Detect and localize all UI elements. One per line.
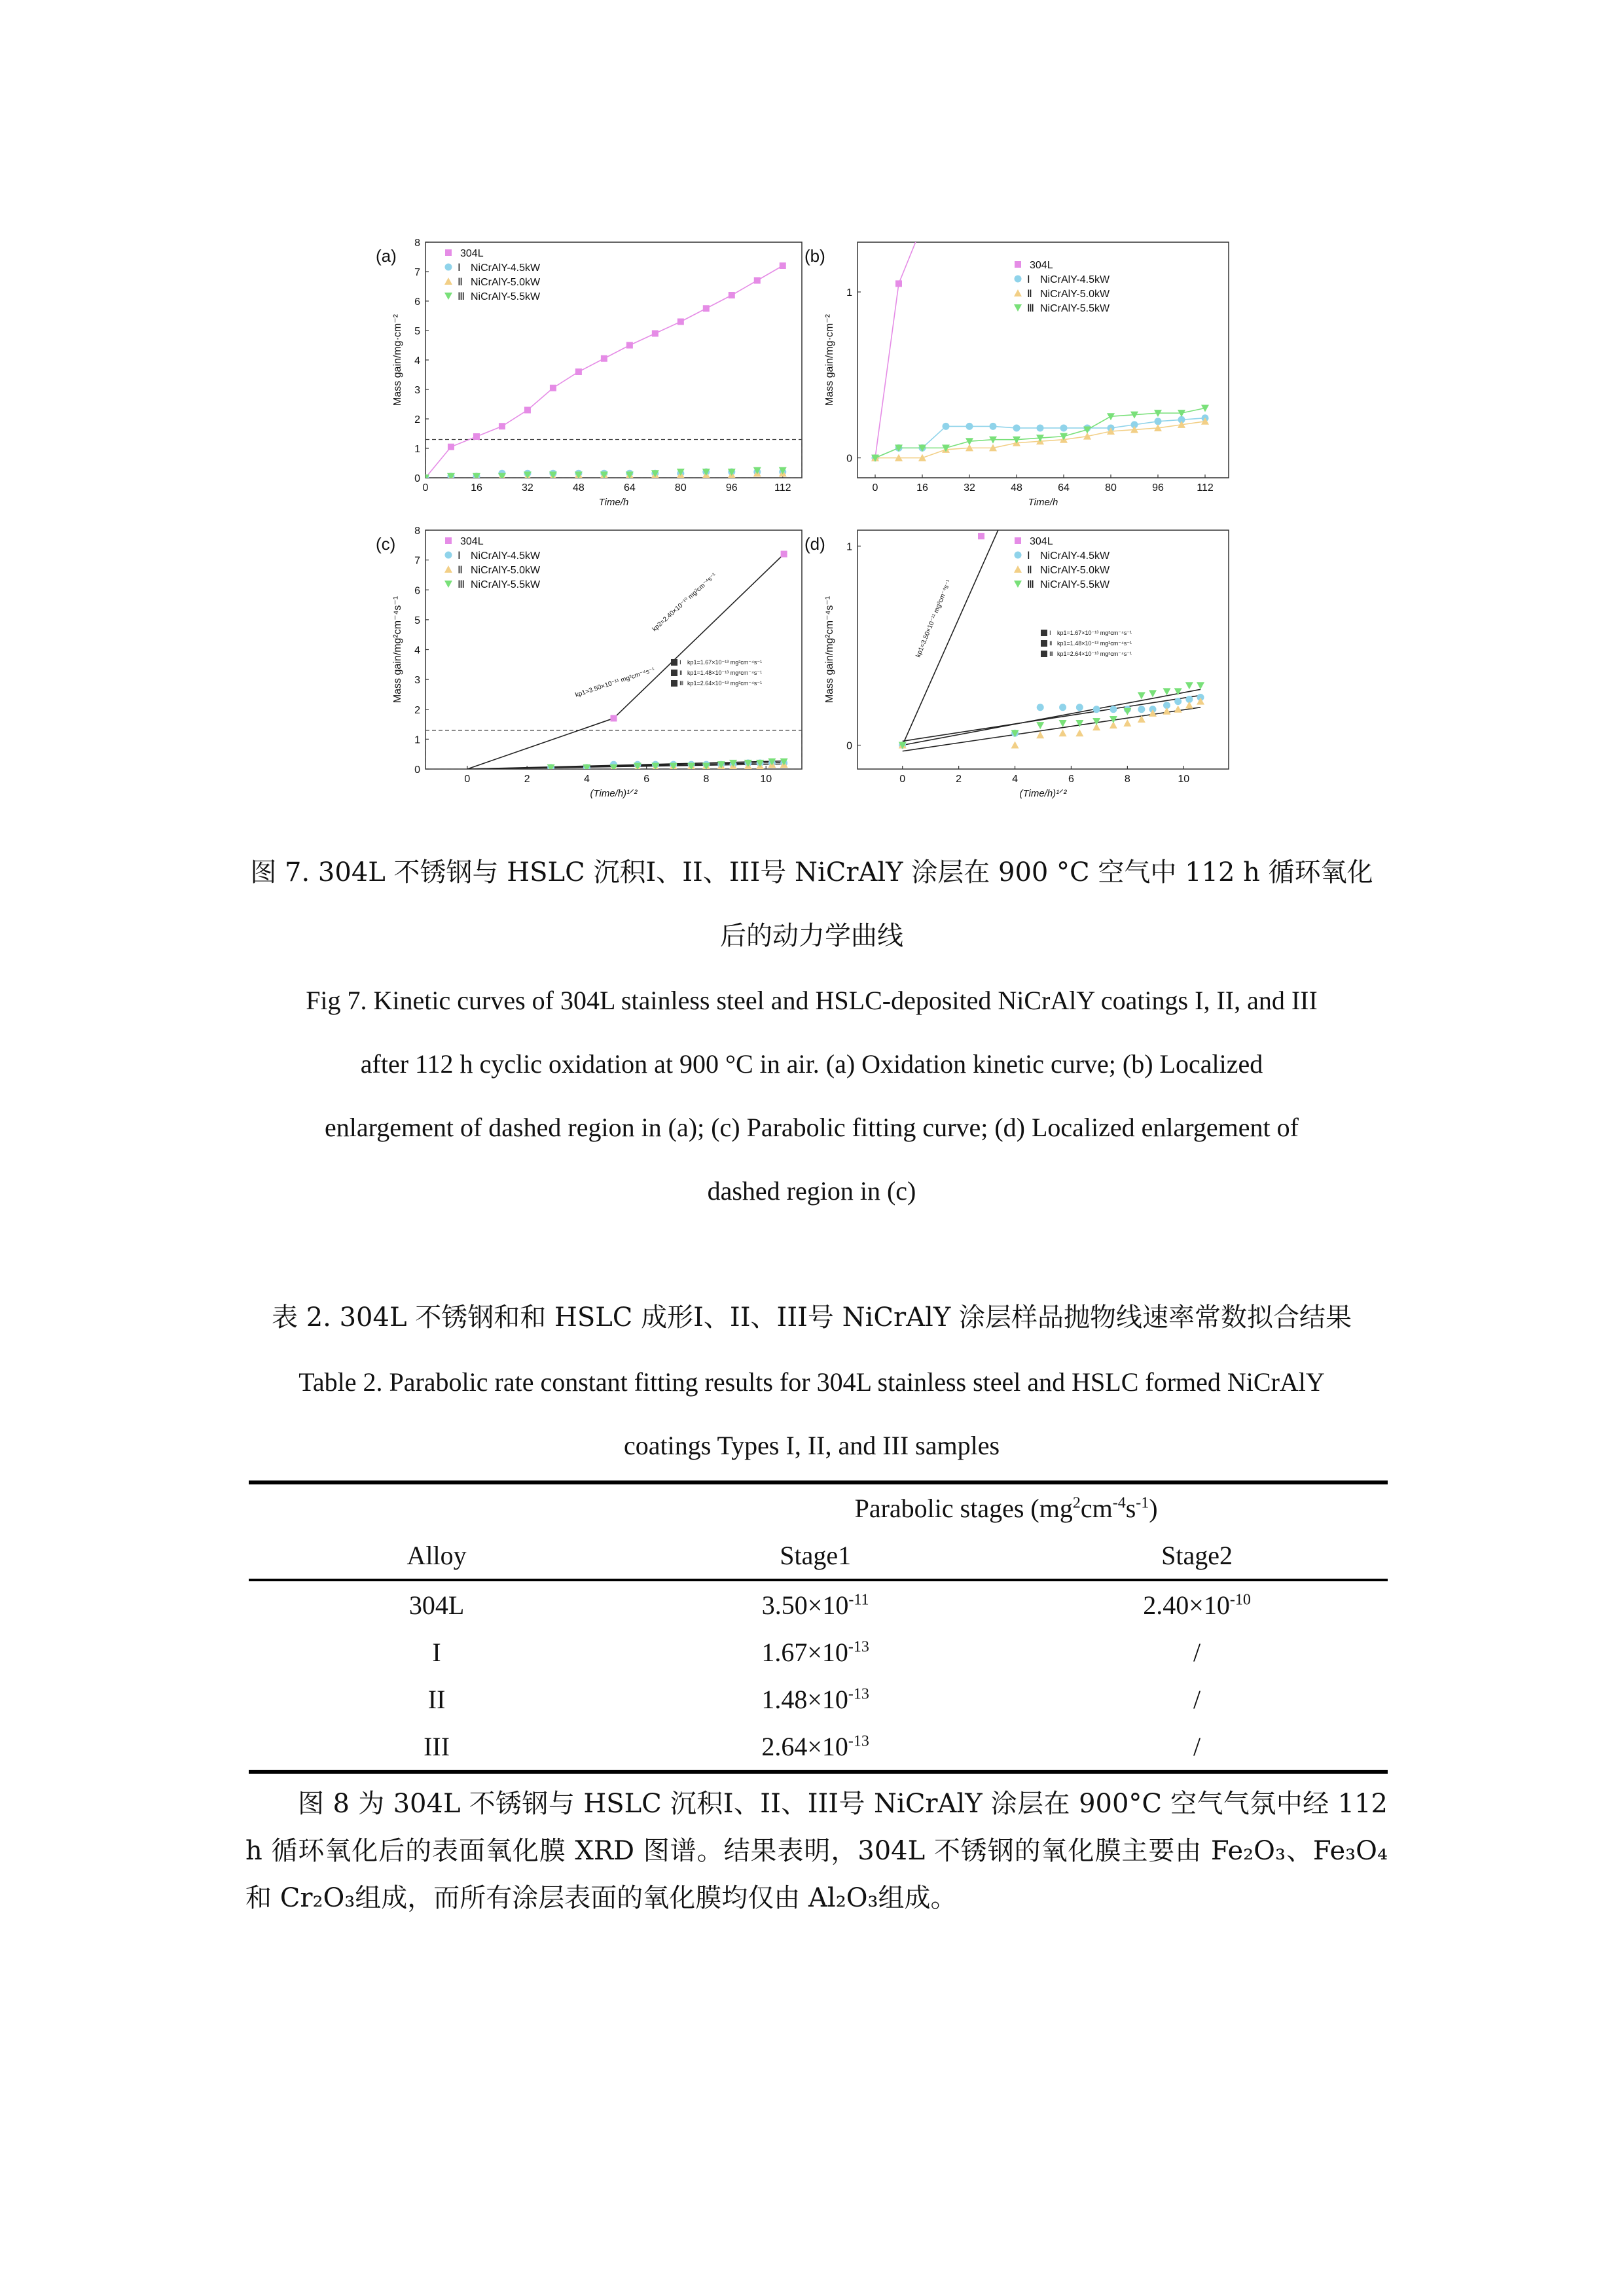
coating-fit-label: kp1=1.48×10⁻¹³ mg²cm⁻⁴s⁻¹ (1057, 640, 1132, 647)
data-point (1037, 704, 1044, 711)
coating-fit-label: kp1=2.64×10⁻¹³ mg²cm⁻⁴s⁻¹ (1057, 651, 1132, 657)
legend-marker (444, 293, 452, 300)
legend-label: NiCrAlY-5.5kW (471, 291, 541, 302)
coating-fit-numeral: Ⅲ (679, 680, 684, 687)
x-tick-label: 10 (1178, 774, 1190, 785)
figure-panel-c (367, 517, 812, 812)
data-point (626, 342, 633, 349)
data-point (943, 423, 950, 430)
data-point (575, 368, 582, 375)
table-caption-en-1: Table 2. Parabolic rate constant fitting results for 304L stainless steel and HSLC formed NiCrAlY (298, 1367, 1325, 1397)
coating-fit-label: kp1=1.67×10⁻¹³ mg²cm⁻⁴s⁻¹ (687, 659, 763, 666)
legend-numeral: Ⅱ (458, 277, 463, 288)
x-tick-label: 96 (1152, 482, 1164, 493)
data-point (550, 385, 556, 391)
fit-line (903, 689, 1200, 745)
legend-marker (1015, 261, 1021, 268)
legend-label: 304L (1030, 260, 1053, 271)
y-tick-label: 0 (414, 473, 420, 484)
data-point (1059, 729, 1067, 736)
legend-label: NiCrAlY-5.0kW (1040, 289, 1110, 300)
x-tick-label: 64 (1058, 482, 1070, 493)
data-point (1163, 688, 1171, 695)
data-point (1185, 702, 1193, 709)
coating-fit-marker (671, 670, 677, 676)
data-point (1138, 706, 1145, 713)
table-row: I $1.67\times 10^{-13}$ / (432, 1637, 1201, 1667)
x-tick-label: 0 (899, 774, 906, 785)
x-axis-label: Time/h (598, 497, 629, 508)
legend-label: NiCrAlY-5.5kW (1040, 579, 1110, 590)
data-point (1013, 424, 1020, 431)
coating-fit-numeral: Ⅱ (1049, 640, 1053, 647)
data-point (978, 533, 984, 539)
data-point (781, 551, 787, 558)
legend-numeral: Ⅰ (1027, 550, 1030, 562)
body-paragraph: 图 8 为 304L 不锈钢与 HSLC 沉积I、II、III号 NiCrAlY 涂层在 900°C 空气气氛中经 112 h 循环氧化后的表面氧化膜 XRD 图谱。结果表明，304L 不锈钢的氧化膜主要由 Fe₂O₃、Fe₃O₄ 和 Cr₂O₃组成，而所有涂层表面的氧化膜均仅由 Al₂O₃组成。 (245, 1789, 1388, 1913)
fit-line (614, 554, 784, 719)
y-tick-label: 3 (414, 675, 420, 687)
data-point (448, 444, 454, 450)
legend-marker (444, 278, 452, 285)
x-tick-label: 0 (872, 482, 878, 493)
legend-numeral: Ⅰ (458, 550, 461, 562)
panel-label: (a) (376, 246, 397, 266)
legend-label: 304L (460, 536, 484, 547)
data-point (1011, 742, 1019, 749)
legend-label: NiCrAlY-4.5kW (1040, 550, 1110, 562)
fit-line (467, 718, 614, 769)
legend-marker (444, 565, 452, 573)
table-row: II $1.48\times 10^{-13}$ / (427, 1684, 1201, 1714)
figure-panel-d (795, 517, 1240, 812)
x-tick-label: 16 (471, 482, 482, 493)
y-tick-label: 7 (414, 555, 420, 567)
legend-numeral: Ⅰ (458, 262, 461, 274)
data-point (1138, 692, 1146, 699)
coating-fit-numeral: Ⅱ (679, 670, 683, 676)
legend-marker (445, 264, 452, 271)
legend-label: NiCrAlY-5.5kW (471, 579, 541, 590)
data-point (1149, 690, 1157, 697)
table-header-stage1: Stage1 (780, 1540, 852, 1570)
data-point (1185, 682, 1193, 689)
table-header-stage2: Stage2 (1161, 1540, 1233, 1570)
x-tick-label: 8 (1124, 774, 1130, 785)
table-row: III $2.64\times 10^{-13}$ / (249, 1723, 1388, 1772)
coating-fit-marker (671, 659, 677, 666)
fit-annotation: kp2=2.40×10⁻¹⁰ mg²cm⁻⁴s⁻¹ (651, 571, 718, 634)
x-tick-label: 0 (422, 482, 429, 493)
y-tick-label: 6 (414, 585, 420, 597)
y-tick-label: 5 (414, 326, 420, 337)
data-point (611, 715, 617, 721)
legend-label: 304L (1030, 536, 1053, 547)
figure-panel-b (795, 229, 1240, 520)
legend-marker (1015, 552, 1022, 559)
x-axis-label: (Time/h)¹ᐟ² (1019, 788, 1067, 799)
figure-caption-en-2: after 112 h cyclic oxidation at 900 °C in air. (a) Oxidation kinetic curve; (b) Localized (360, 1049, 1263, 1079)
coating-fit-numeral: Ⅰ (679, 659, 681, 666)
table-caption-en-2: coatings Types I, II, and III samples (623, 1431, 1000, 1460)
x-tick-label: 16 (916, 482, 928, 493)
legend-numeral: Ⅱ (1027, 289, 1032, 300)
data-point (895, 280, 902, 287)
data-point (1037, 424, 1044, 431)
y-tick-label: 1 (846, 287, 852, 299)
data-point (1075, 729, 1083, 736)
x-tick-label: 48 (572, 482, 585, 493)
coating-fit-marker (671, 680, 677, 687)
x-tick-label: 2 (956, 774, 962, 785)
y-axis-label: Mass gain/mg²cm⁻⁴s⁻¹ (824, 596, 835, 704)
data-point (1075, 720, 1083, 727)
data-point (1092, 718, 1100, 725)
legend-numeral: Ⅲ (458, 291, 465, 302)
coating-fit-numeral: Ⅰ (1049, 630, 1051, 636)
data-point (524, 407, 531, 414)
data-point (754, 278, 761, 284)
legend-label: NiCrAlY-5.0kW (1040, 565, 1110, 576)
data-point (729, 292, 735, 298)
data-point (1036, 731, 1044, 738)
legend-numeral: Ⅱ (458, 565, 463, 576)
data-point (601, 355, 607, 362)
coating-fit-marker (1041, 651, 1047, 657)
fit-annotation: kp1=3.50×10⁻¹¹ mg²cm⁻⁴s⁻¹ (914, 579, 953, 659)
legend-marker (1014, 304, 1022, 312)
panel-label: (d) (804, 534, 825, 554)
x-tick-label: 32 (964, 482, 975, 493)
x-tick-label: 80 (674, 482, 687, 493)
x-tick-label: 6 (1068, 774, 1074, 785)
data-point (610, 764, 618, 772)
data-point (990, 423, 997, 430)
legend-marker (445, 552, 452, 559)
data-point (652, 331, 659, 337)
x-tick-label: 112 (774, 482, 791, 493)
legend-numeral: Ⅰ (1027, 274, 1030, 285)
dashed-region (425, 440, 802, 478)
y-axis-label: Mass gain/mg²cm⁻⁴s⁻¹ (392, 596, 403, 704)
legend-marker (1014, 565, 1022, 573)
coating-fit-marker (1041, 640, 1047, 647)
table-row: 304L $3.50\times 10^{-11}$ $2.40\times 10^{-10}$ (249, 1580, 1388, 1628)
data-point (1036, 722, 1044, 729)
fit-line (903, 530, 998, 745)
y-tick-label: 2 (414, 414, 420, 425)
coating-fit-label: kp1=1.48×10⁻¹³ mg²cm⁻⁴s⁻¹ (687, 670, 763, 676)
figure-caption-en-1: Fig 7. Kinetic curves of 304L stainless steel and HSLC-deposited NiCrAlY coatings I, II, and III (306, 986, 1318, 1015)
coating-fit-label: kp1=2.64×10⁻¹³ mg²cm⁻⁴s⁻¹ (687, 680, 763, 687)
x-tick-label: 4 (1012, 774, 1018, 785)
data-point (1155, 418, 1162, 425)
x-tick-label: 6 (643, 774, 650, 785)
x-tick-label: 112 (1197, 482, 1214, 493)
x-tick-label: 48 (1011, 482, 1022, 493)
y-tick-label: 4 (414, 355, 420, 367)
y-tick-label: 0 (846, 740, 852, 752)
x-tick-label: 8 (703, 774, 710, 785)
x-tick-label: 0 (464, 774, 471, 785)
legend-label: NiCrAlY-4.5kW (1040, 274, 1110, 285)
x-axis-label: (Time/h)¹ᐟ² (590, 788, 638, 799)
data-point (1123, 719, 1131, 726)
y-tick-label: 5 (414, 615, 420, 626)
series-line (875, 229, 922, 458)
x-tick-label: 2 (524, 774, 530, 785)
legend-marker (445, 249, 452, 256)
y-tick-label: 1 (846, 541, 852, 553)
y-tick-label: 1 (414, 444, 420, 455)
y-tick-label: 1 (414, 734, 420, 746)
data-point (473, 433, 480, 440)
data-point (498, 473, 506, 480)
data-point (677, 319, 684, 325)
data-point (1059, 720, 1067, 727)
y-tick-label: 0 (414, 764, 420, 776)
y-axis-label: Mass gain/mg·cm⁻² (392, 314, 403, 406)
data-point (1197, 682, 1204, 689)
x-tick-label: 64 (623, 482, 636, 493)
coating-fit-numeral: Ⅲ (1049, 651, 1054, 657)
data-point (1093, 706, 1100, 713)
y-tick-label: 6 (414, 296, 420, 308)
legend-label: NiCrAlY-5.0kW (471, 565, 541, 576)
legend-label: NiCrAlY-5.5kW (1040, 303, 1110, 314)
data-point (1174, 698, 1182, 705)
data-point (1174, 706, 1182, 713)
data-point (966, 423, 973, 430)
data-point (499, 423, 505, 429)
legend-marker (444, 581, 452, 588)
y-tick-label: 0 (846, 453, 852, 465)
legend-marker (445, 537, 452, 544)
data-point (1163, 708, 1171, 715)
y-tick-label: 3 (414, 385, 420, 396)
legend-label: NiCrAlY-4.5kW (471, 550, 541, 562)
figure-caption-zh-1: 图 7. 304L 不锈钢与 HSLC 沉积I、II、III号 NiCrAlY 涂层在 900 °C 空气中 112 h 循环氧化 (250, 857, 1373, 888)
table-caption-zh: 表 2. 304L 不锈钢和和 HSLC 成形I、II、III号 NiCrAlY 涂层样品抛物线速率常数拟合结果 (272, 1302, 1352, 1333)
y-tick-label: 8 (414, 238, 420, 249)
legend-label: 304L (460, 248, 484, 259)
legend-label: NiCrAlY-5.0kW (471, 277, 541, 288)
data-point (780, 262, 786, 269)
x-tick-label: 10 (760, 774, 772, 785)
legend-numeral: Ⅲ (1027, 579, 1035, 590)
y-tick-label: 2 (414, 704, 420, 716)
legend-marker (1015, 537, 1021, 544)
rate-constant-table (249, 1480, 1388, 1774)
fit-annotation: kp1=3.50×10⁻¹¹ mg²cm⁻⁴s⁻¹ (574, 666, 656, 699)
legend-numeral: Ⅱ (1027, 565, 1032, 576)
legend-marker (1015, 276, 1022, 283)
legend-numeral: Ⅲ (458, 579, 465, 590)
table-header-alloy: Alloy (406, 1540, 467, 1570)
figure-caption-zh-2: 后的动力学曲线 (720, 921, 903, 951)
x-tick-label: 32 (522, 482, 533, 493)
coating-fit-label: kp1=1.67×10⁻¹³ mg²cm⁻⁴s⁻¹ (1057, 630, 1132, 636)
x-axis-label: Time/h (1028, 497, 1058, 508)
y-tick-label: 7 (414, 267, 420, 278)
panel-label: (b) (804, 246, 825, 266)
data-point (1110, 706, 1117, 713)
x-tick-label: 96 (725, 482, 738, 493)
y-axis-label: Mass gain/mg·cm⁻² (824, 314, 835, 406)
figure-caption-en-3: enlargement of dashed region in (a); (c) Parabolic fitting curve; (d) Localized enlargement of (325, 1113, 1299, 1142)
data-point (703, 305, 710, 312)
figure-panel-a (367, 229, 812, 520)
x-tick-label: 4 (583, 774, 590, 785)
data-point (1076, 704, 1083, 711)
figure-caption-en-4: dashed region in (c) (707, 1176, 916, 1206)
fit-line (903, 695, 1200, 741)
data-point (1060, 424, 1068, 431)
y-tick-label: 8 (414, 526, 420, 537)
table-group-header: Parabolic stages $(mg^2cm^{-4}s^{-1})$ (624, 1482, 1388, 1532)
legend-label: NiCrAlY-4.5kW (471, 262, 541, 274)
legend-marker (1014, 289, 1022, 296)
legend-marker (1014, 581, 1022, 588)
y-tick-label: 4 (414, 645, 420, 656)
x-tick-label: 80 (1105, 482, 1117, 493)
panel-label: (c) (376, 534, 396, 554)
coating-fit-marker (1041, 630, 1047, 636)
legend-numeral: Ⅲ (1027, 303, 1035, 314)
fit-line (903, 708, 1200, 751)
data-point (1059, 704, 1066, 711)
